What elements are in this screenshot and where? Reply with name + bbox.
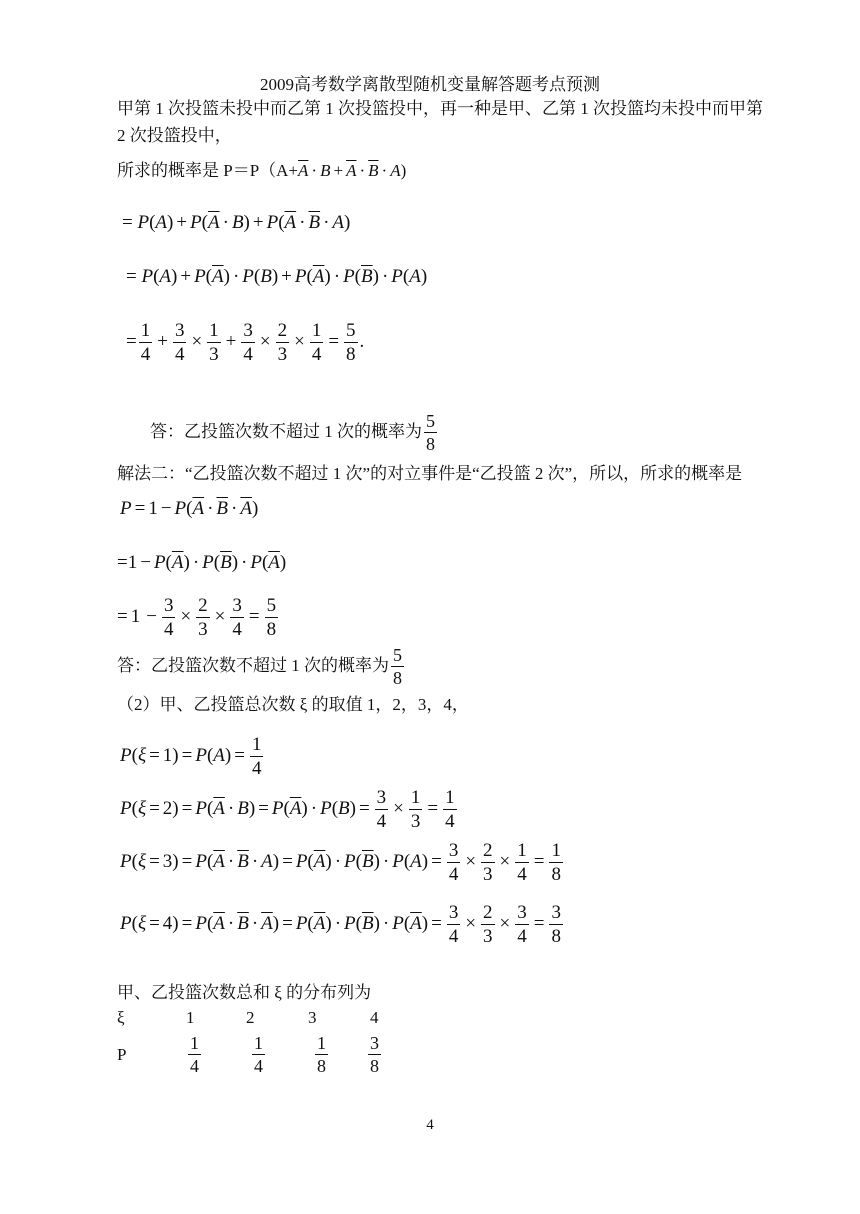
equation-line: =1 − P ( $\overline{A}$ ) · P ( $\overline{B}$ ) · P ( $\overline{A}$ )	[117, 552, 287, 573]
table-row-label: P	[117, 1045, 127, 1064]
text-line: 甲、乙投篮次数总和 ξ 的分布列为	[117, 983, 372, 1002]
equation-line: P ( ξ = 4) = P ( $\overline{A}$ · $\overline{B}$ · $\overline{A}$ ) = P ( $\overline{A}$ ) · P ( $\overline{B}$ ) · P ( $\overline{A}$ ) = $\frac{3}{4}$ × $\frac{2}{3}$ × $\frac{3}{4}$ = $\frac{3}{8}$	[120, 901, 561, 947]
table-cell: 4	[370, 1008, 379, 1027]
page-header: 2009高考数学离散型随机变量解答题考点预测	[260, 75, 600, 94]
text-line: 2 次投篮投中，	[117, 126, 232, 145]
table-cell: 1	[186, 1008, 195, 1027]
table-row-label: ξ	[117, 1008, 125, 1027]
text-prefix: 所求的概率是 P＝P（A+	[117, 161, 299, 180]
equation-line: = P ( A ) + P ( $\overline{A}$ ) · P ( B ) + P ( $\overline{A}$ ) · P ( $\overline{B}$ ) · P ( A )	[126, 266, 428, 287]
table-cell: $\frac{1}{4}$	[190, 1033, 199, 1076]
answer-text: 答：乙投篮次数不超过 1 次的概率为	[117, 656, 389, 675]
text-line: （2）甲、乙投篮总次数 ξ 的取值 1，2，3，4，	[117, 695, 469, 714]
page-number: 4	[426, 1117, 434, 1133]
answer-text: 答：乙投篮次数不超过 1 次的概率为	[150, 422, 422, 441]
equation-line: = 1 − $\frac{3}{4}$ × $\frac{2}{3}$ × $\frac{3}{4}$ = $\frac{5}{8}$	[117, 594, 277, 640]
text-line: 甲第 1 次投篮未投中而乙第 1 次投篮投中，再一种是甲、乙第 1 次投篮均未投中而甲第	[117, 99, 763, 118]
equation-line: P ( ξ = 2) = P ( $\overline{A}$ · B ) = P ( $\overline{A}$ ) · P ( B ) = $\frac{3}{4}$ × $\frac{1}{3}$ = $\frac{1}{4}$	[120, 786, 455, 832]
probability-expression: 所求的概率是 P＝P（A+ $\overline{A}$ · B + $\overline{A}$ · $\overline{B}$ · A )	[117, 161, 407, 180]
table-cell: $\frac{3}{8}$	[370, 1033, 379, 1076]
table-cell: 2	[246, 1008, 255, 1027]
equation-line: P ( ξ = 1) = P ( A ) = $\frac{1}{4}$	[120, 733, 262, 779]
equation-line: P = 1 − P ( $\overline{A}$ · $\overline{B}$ · $\overline{A}$ )	[120, 498, 259, 519]
text-line: 解法二：“乙投篮次数不超过 1 次”的对立事件是“乙投篮 2 次”，所以，所求的概率是	[117, 464, 743, 483]
table-cell: 3	[308, 1008, 317, 1027]
table-cell: $\frac{1}{4}$	[254, 1033, 263, 1076]
equation-line: = $\frac{1}{4}$ + $\frac{3}{4}$ × $\frac{1}{3}$ + $\frac{3}{4}$ × $\frac{2}{3}$ × $\frac{1}{4}$ = $\frac{5}{8}$ .	[126, 319, 365, 365]
equation-line: P ( ξ = 3) = P ( $\overline{A}$ · $\overline{B}$ · A ) = P ( $\overline{A}$ ) · P ( $\overline{B}$ ) · P ( A ) = $\frac{3}{4}$ × $\frac{2}{3}$ × $\frac{1}{4}$ = $\frac{1}{8}$	[120, 839, 561, 885]
table-cell: $\frac{1}{8}$	[317, 1033, 326, 1076]
equation-line: = P ( A ) + P ( $\overline{A}$ · B ) + P ( $\overline{A}$ · $\overline{B}$ · A )	[122, 212, 351, 233]
answer-line: 答：乙投篮次数不超过 1 次的概率为 5 8	[150, 410, 435, 454]
answer-line: 答：乙投篮次数不超过 1 次的概率为 5 8	[117, 644, 402, 688]
